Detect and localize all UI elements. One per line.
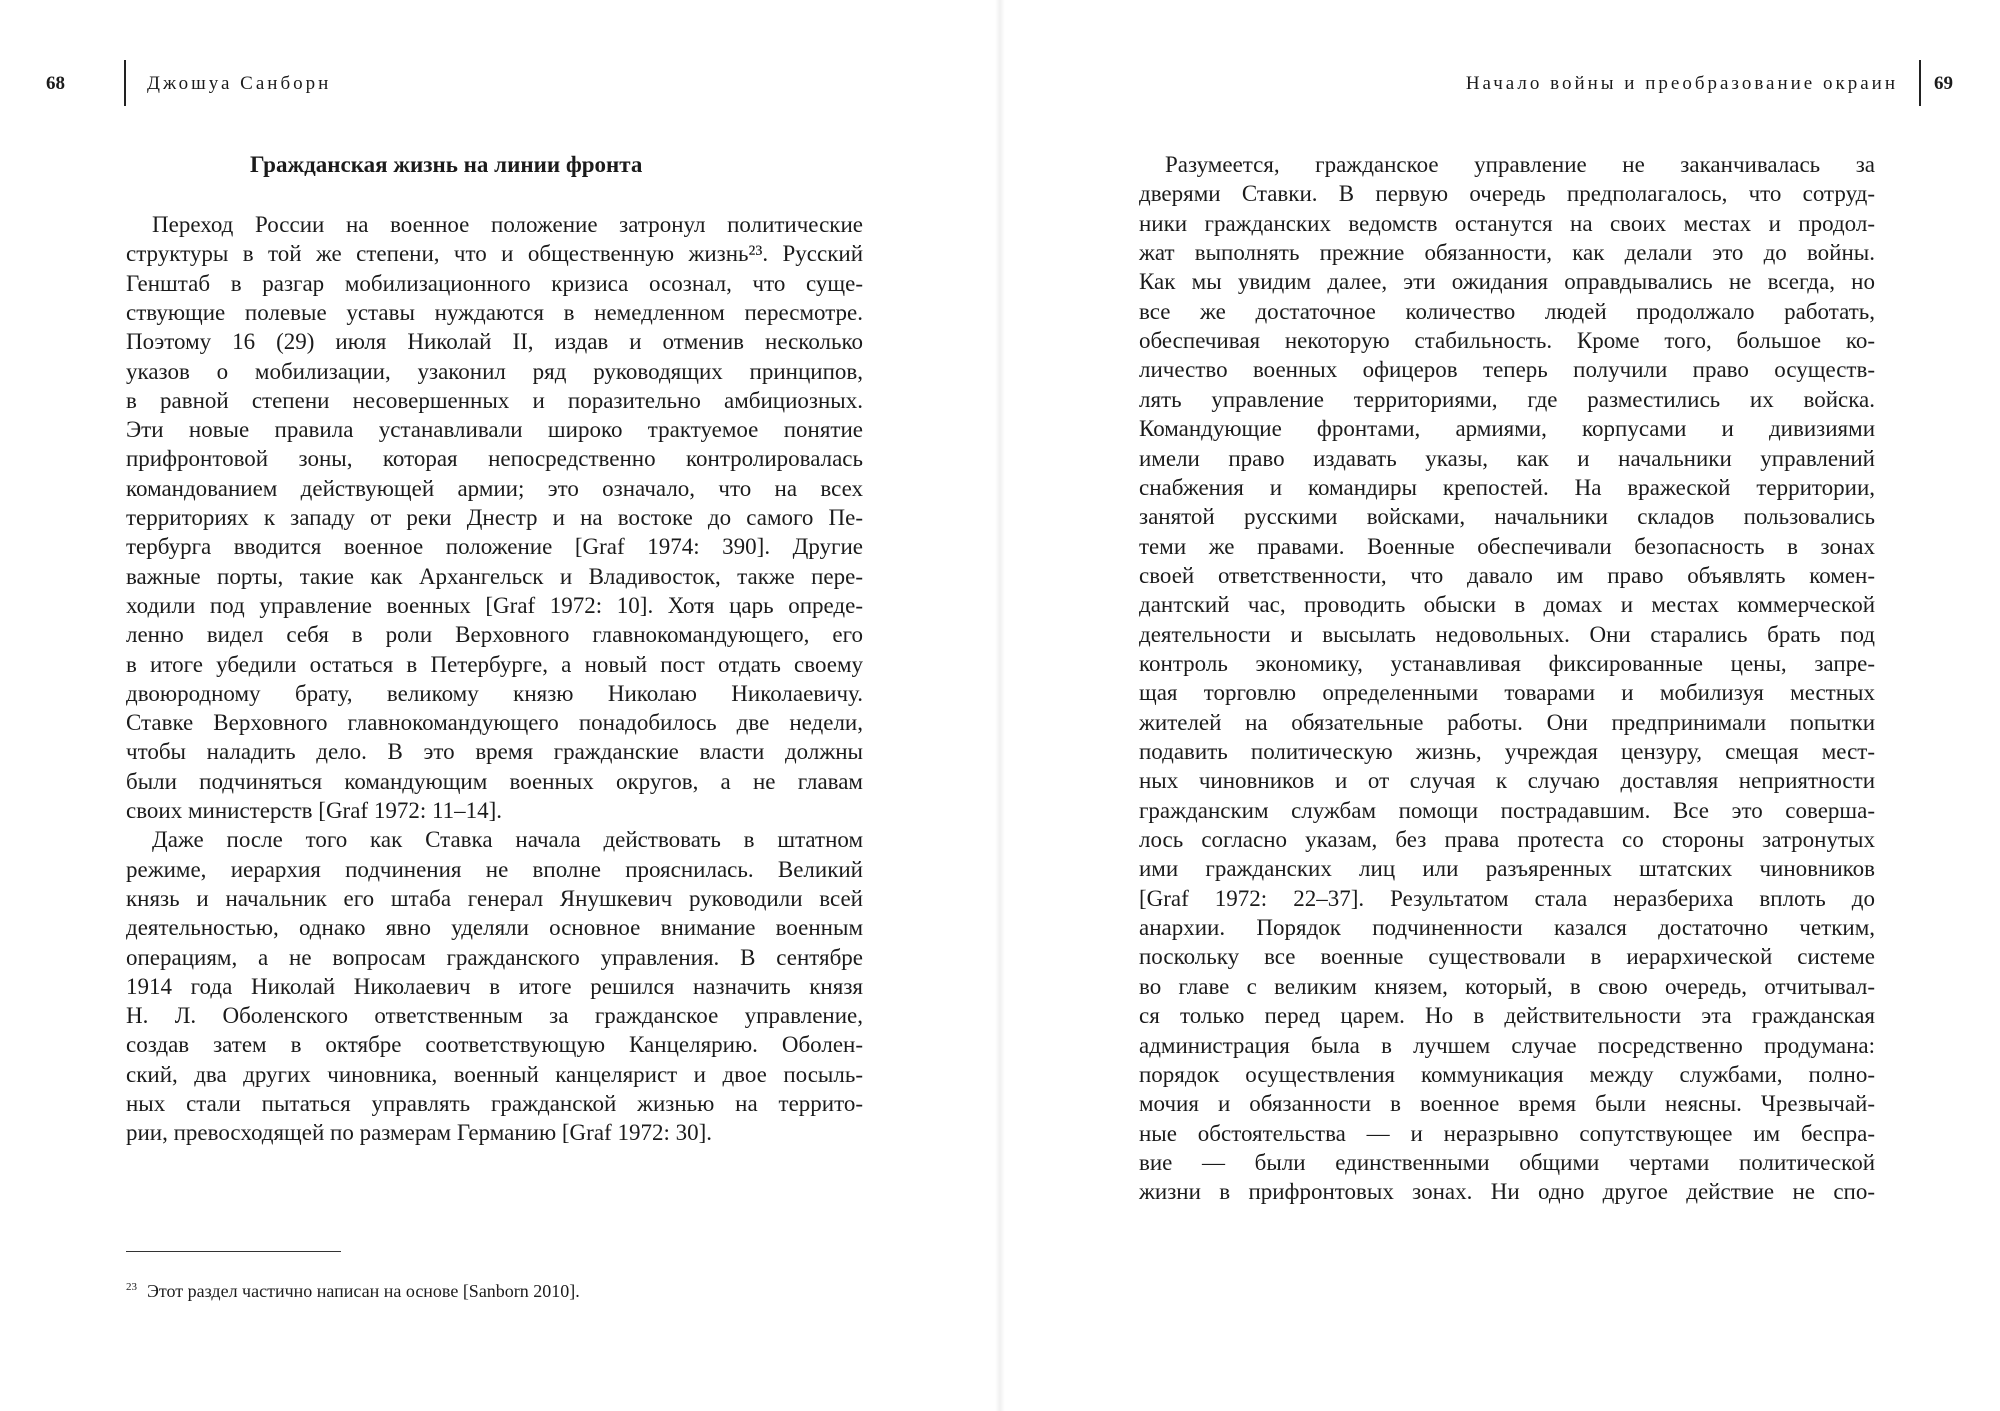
text-line: жизни в прифронтовых зонах. Ни одно другое действие не спо- [1139,1179,1875,1205]
section-title: Гражданская жизнь на линии фронта [250,152,643,177]
text-line: анархии. Порядок подчиненности казался достаточно четким, [1139,915,1875,941]
text-line: территориях к западу от реки Днестр и на востоке до самого Пе- [126,505,863,530]
text-line: двоюродному брату, великому князю Николаю Николаевичу. [126,680,863,706]
text-line: в итоге убедили остаться в Петербурге, а новый пост отдать своему [126,651,863,677]
text-line: лось согласно указам, без права протеста со стороны затронутых [1139,827,1875,853]
text-line: ходили под управление военных [Graf 1972: 10]. Хотя царь опреде- [126,592,863,618]
text-line: ленно видел себя в роли Верховного главнокомандующего, его [126,622,863,648]
text-line: ствующие полевые уставы нуждаются в немедленном пересмотре. [126,299,863,325]
text-line: все же достаточное количество людей продолжало работать, [1139,298,1875,324]
text-line: своей ответственности, что давало им право объявлять комен- [1139,562,1875,588]
text-line: мочия и обязанности в военное время были неясны. Чрезвычай- [1139,1091,1875,1117]
text-line: были подчиняться командующим военных округов, а не главам [126,768,863,794]
text-line: командованием действующей армии; это означало, что на всех [126,475,863,501]
text-line: Генштаб в разгар мобилизационного кризиса осознал, что суще- [126,270,863,296]
text-line: личество военных офицеров теперь получили право осуществ- [1139,357,1875,383]
text-line: ные обстоятельства — и неразрывно сопутствующее им беспра- [1139,1120,1875,1146]
footnote-text: Этот раздел частично написан на основе [Sanborn 2010]. [147,1281,580,1301]
text-line: Н. Л. Оболенского ответственным за гражданское управление, [126,1003,863,1029]
text-line: жат выполнять прежние обязанности, как делали это до войны. [1139,240,1875,266]
text-line: теми же правами. Военные обеспечивали безопасность в зонах [1139,533,1875,559]
right-page-number: 69 [1934,73,1953,94]
text-line: ский, два других чиновника, военный канцелярист и двое посыль- [126,1061,863,1087]
text-line: Поэтому 16 (29) июля Николай II, издав и отменив несколько [126,329,863,355]
text-line: порядок осуществления коммуникация между службами, полно- [1139,1061,1875,1087]
text-line: указов о мобилизации, узаконил ряд руководящих принципов, [126,358,863,384]
text-line: во главе с великим князем, который, в свою очередь, отчитывал- [1139,973,1875,999]
text-line: вие — были единственными общими чертами политической [1139,1149,1875,1175]
text-line: ники гражданских ведомств останутся на своих местах и продол- [1139,210,1875,236]
text-line: Эти новые правила устанавливали широко трактуемое понятие [126,417,863,443]
text-line: Даже после того как Ставка начала действовать в штатном [152,827,863,853]
text-line: поскольку все военные существовали в иерархической системе [1139,944,1875,970]
header-divider [1919,60,1921,106]
text-line: Разумеется, гражданское управление не заканчивалась за [1165,152,1875,177]
left-running-head: Джошуа Санборн [147,73,332,94]
text-line: жителей на обязательные работы. Они предпринимали попытки [1139,709,1875,735]
text-line: снабжения и командиры крепостей. На вражеской территории, [1139,474,1875,500]
text-line: Переход России на военное положение затронул политические [152,212,863,237]
text-line: лять управление территориями, где разместились их войска. [1139,386,1875,412]
text-line: важные порты, такие как Архангельск и Владивосток, также пере- [126,563,863,589]
text-line: подавить политическую жизнь, учреждая цензуру, смещая мест- [1139,739,1875,764]
text-line: контроль экономику, устанавливая фиксированные цены, запре- [1139,650,1875,676]
footnote [126,1281,580,1302]
text-line: ся только перед царем. Но в действительности эта гражданская [1139,1003,1875,1029]
text-line: чтобы наладить дело. В это время гражданские власти должны [126,739,863,765]
right-page [1000,0,2000,1411]
text-line: деятельности и высылать недовольных. Они старались брать под [1139,621,1875,647]
text-line: [Graf 1972: 22–37]. Результатом стала неразбериха вплоть до [1139,885,1875,911]
text-line: дверями Ставки. В первую очередь предполагалось, что сотруд- [1139,181,1875,207]
text-line: режиме, иерархия подчинения не вполне прояснилась. Великий [126,856,863,882]
text-line: рии, превосходящей по размерам Германию [Graf 1972: 30]. [126,1120,712,1146]
text-line: занятой русскими войсками, начальники складов пользовались [1139,504,1875,530]
text-line: обеспечивая некоторую стабильность. Кроме того, большое ко- [1139,328,1875,354]
text-line: операциям, а не вопросам гражданского управления. В сентябре [126,944,863,970]
text-line: деятельностью, однако явно уделяли основное внимание военным [126,915,863,941]
text-line: имели право издавать указы, как и начальники управлений [1139,445,1875,471]
text-line: 1914 года Николай Николаевич в итоге решился назначить князя [126,973,863,999]
text-line: своих министерств [Graf 1972: 11–14]. [126,798,503,823]
text-line: ими гражданских лиц или разъяренных штатских чиновников [1139,856,1875,882]
footnote-marker: 23 [126,1281,137,1293]
footnote-rule [126,1251,341,1252]
text-line: ных чиновников и от случая к случаю доставляя неприятности [1139,768,1875,794]
text-line: структуры в той же степени, что и общественную жизнь²³. Русский [126,241,863,267]
text-line: администрация была в лучшем случае посредственно продумана: [1139,1032,1875,1058]
text-line: Как мы увидим далее, эти ожидания оправдывались не всегда, но [1139,269,1875,295]
text-line: тербурга вводится военное положение [Graf 1974: 390]. Другие [126,534,863,560]
right-running-head: Начало войны и преобразование окраин [1465,73,1898,94]
text-line: князь и начальник его штаба генерал Янушкевич руководили всей [126,885,863,911]
text-line: дантский час, проводить обыски в домах и местах коммерческой [1139,592,1875,618]
header-divider [124,60,126,106]
text-line: Командующие фронтами, армиями, корпусами и дивизиями [1139,416,1875,442]
text-line: щая торговлю определенными товарами и мобилизуя местных [1139,680,1875,706]
text-line: Ставке Верховного главнокомандующего понадобилось две недели, [126,710,863,736]
text-line: прифронтовой зоны, которая непосредственно контролировалась [126,446,863,472]
text-line: гражданским службам помощи пострадавшим. Все это соверша- [1139,797,1875,823]
left-page-number: 68 [46,73,65,94]
text-line: создав затем в октябре соответствующую Канцелярию. Оболен- [126,1032,863,1058]
text-line: ных стали пытаться управлять гражданской жизнью на террито- [126,1091,863,1116]
text-line: в равной степени несовершенных и поразительно амбициозных. [126,387,863,413]
